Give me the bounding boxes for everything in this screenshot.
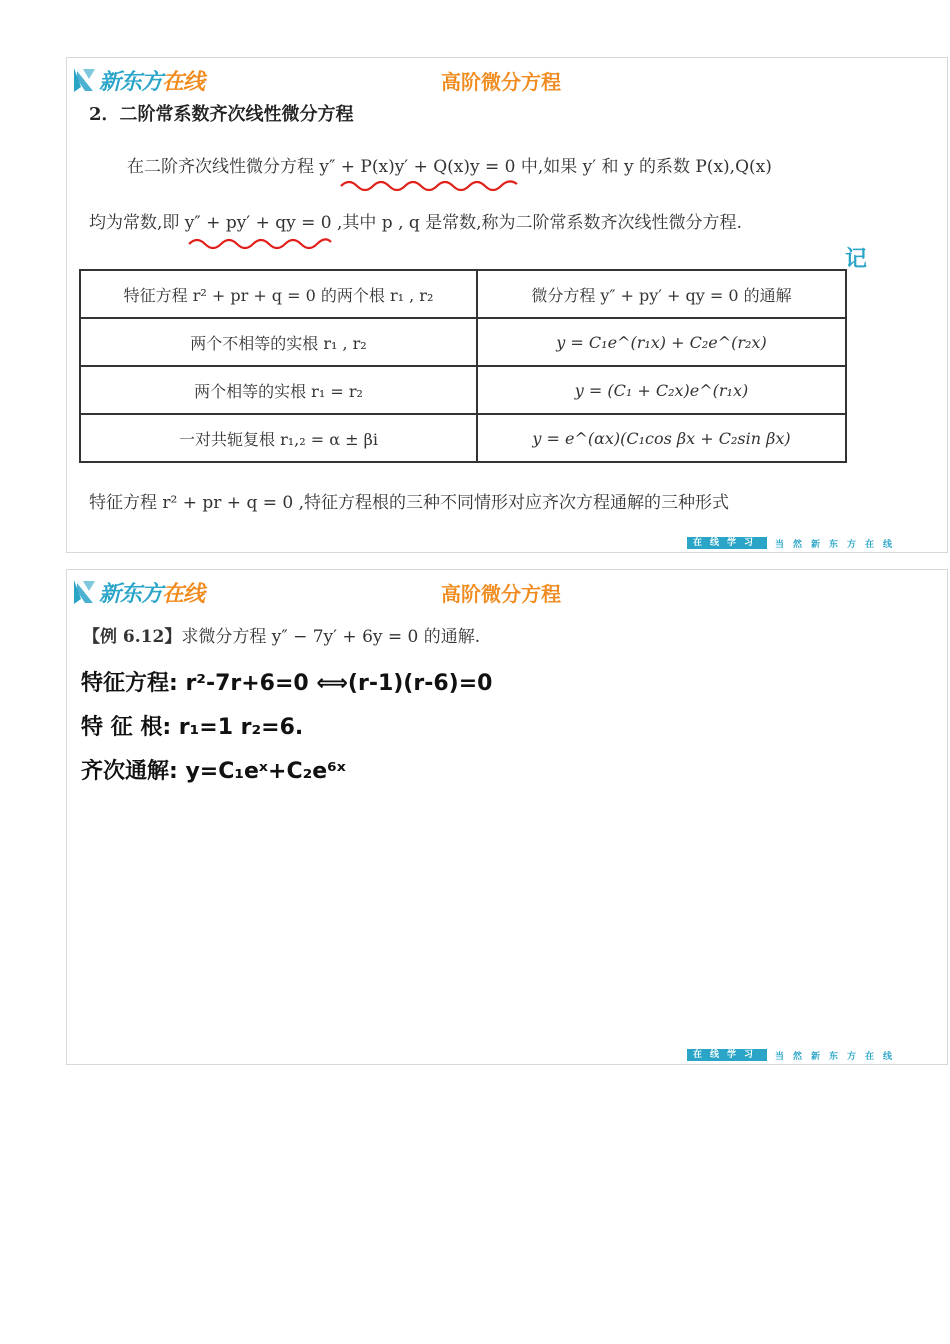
table-row (80, 318, 846, 366)
table-cell: y = (C₁ + C₂x)e^(r₁x) (477, 366, 846, 414)
footer-band: 在线学习 (687, 1049, 767, 1061)
handwritten-line-general-solution: 齐次通解: y=C₁eˣ+C₂e⁶ˣ (81, 759, 346, 784)
table-cell: y = C₁e^(r₁x) + C₂e^(r₂x) (477, 318, 846, 366)
logo-text: 新东方在线 (99, 581, 205, 607)
handwritten-line-characteristic-equation: 特征方程: r²-7r+6=0 ⟺(r-1)(r-6)=0 (81, 671, 493, 696)
topic-title: 高阶微分方程 (441, 70, 561, 94)
note-icon: 记 (845, 247, 868, 272)
footer-band: 在线学习 (687, 537, 767, 549)
example-label: 【例 6.12】 (83, 627, 182, 647)
table-header-cell: 微分方程 y″ + py′ + qy = 0 的通解 (477, 270, 846, 318)
table-cell: y = e^(αx)(C₁cos βx + C₂sin βx) (477, 414, 846, 462)
footer-tagline: 当然新东方在线 (775, 539, 902, 550)
table-cell: 一对共轭复根 r₁,₂ = α ± βi (80, 414, 477, 462)
table-header-cell: 特征方程 r² + pr + q = 0 的两个根 r₁ , r₂ (80, 270, 477, 318)
logo-text: 新东方在线 (99, 69, 205, 95)
roots-table (79, 269, 847, 463)
handwritten-line-characteristic-roots: 特 征 根: r₁=1 r₂=6. (81, 715, 304, 740)
slide-2 (66, 569, 948, 1065)
definition-paragraph-2: 均为常数,即 y″ + py′ + qy = 0 ,其中 p , q 是常数,称为二阶常系数齐次线性微分方程. (89, 213, 742, 233)
brand-logo (71, 62, 204, 98)
table-row (80, 366, 846, 414)
section-heading: 2．二阶常系数齐次线性微分方程 (89, 104, 354, 125)
red-underline-2 (187, 234, 333, 250)
slide-1 (66, 57, 948, 553)
logo-mark-icon (71, 577, 97, 607)
red-underline-1 (339, 176, 519, 192)
logo-mark-icon (71, 65, 97, 95)
table-cell: 两个不相等的实根 r₁ , r₂ (80, 318, 477, 366)
example-text: 求微分方程 y″ − 7y′ + 6y = 0 的通解. (181, 627, 481, 647)
summary-text: 特征方程 r² + pr + q = 0 ,特征方程根的三种不同情形对应齐次方程通解的三种形式 (89, 493, 730, 513)
topic-title: 高阶微分方程 (441, 582, 561, 606)
table-row (80, 414, 846, 462)
definition-paragraph-1: 在二阶齐次线性微分方程 y″ + P(x)y′ + Q(x)y = 0 中,如果 y′ 和 y 的系数 P(x),Q(x) (127, 157, 772, 177)
example-prompt (83, 622, 480, 647)
footer-slogan (687, 537, 901, 549)
table-cell: 两个相等的实根 r₁ = r₂ (80, 366, 477, 414)
footer-slogan (687, 1049, 901, 1061)
table-header-row (80, 270, 846, 318)
brand-logo (71, 574, 204, 610)
footer-tagline: 当然新东方在线 (775, 1051, 902, 1062)
